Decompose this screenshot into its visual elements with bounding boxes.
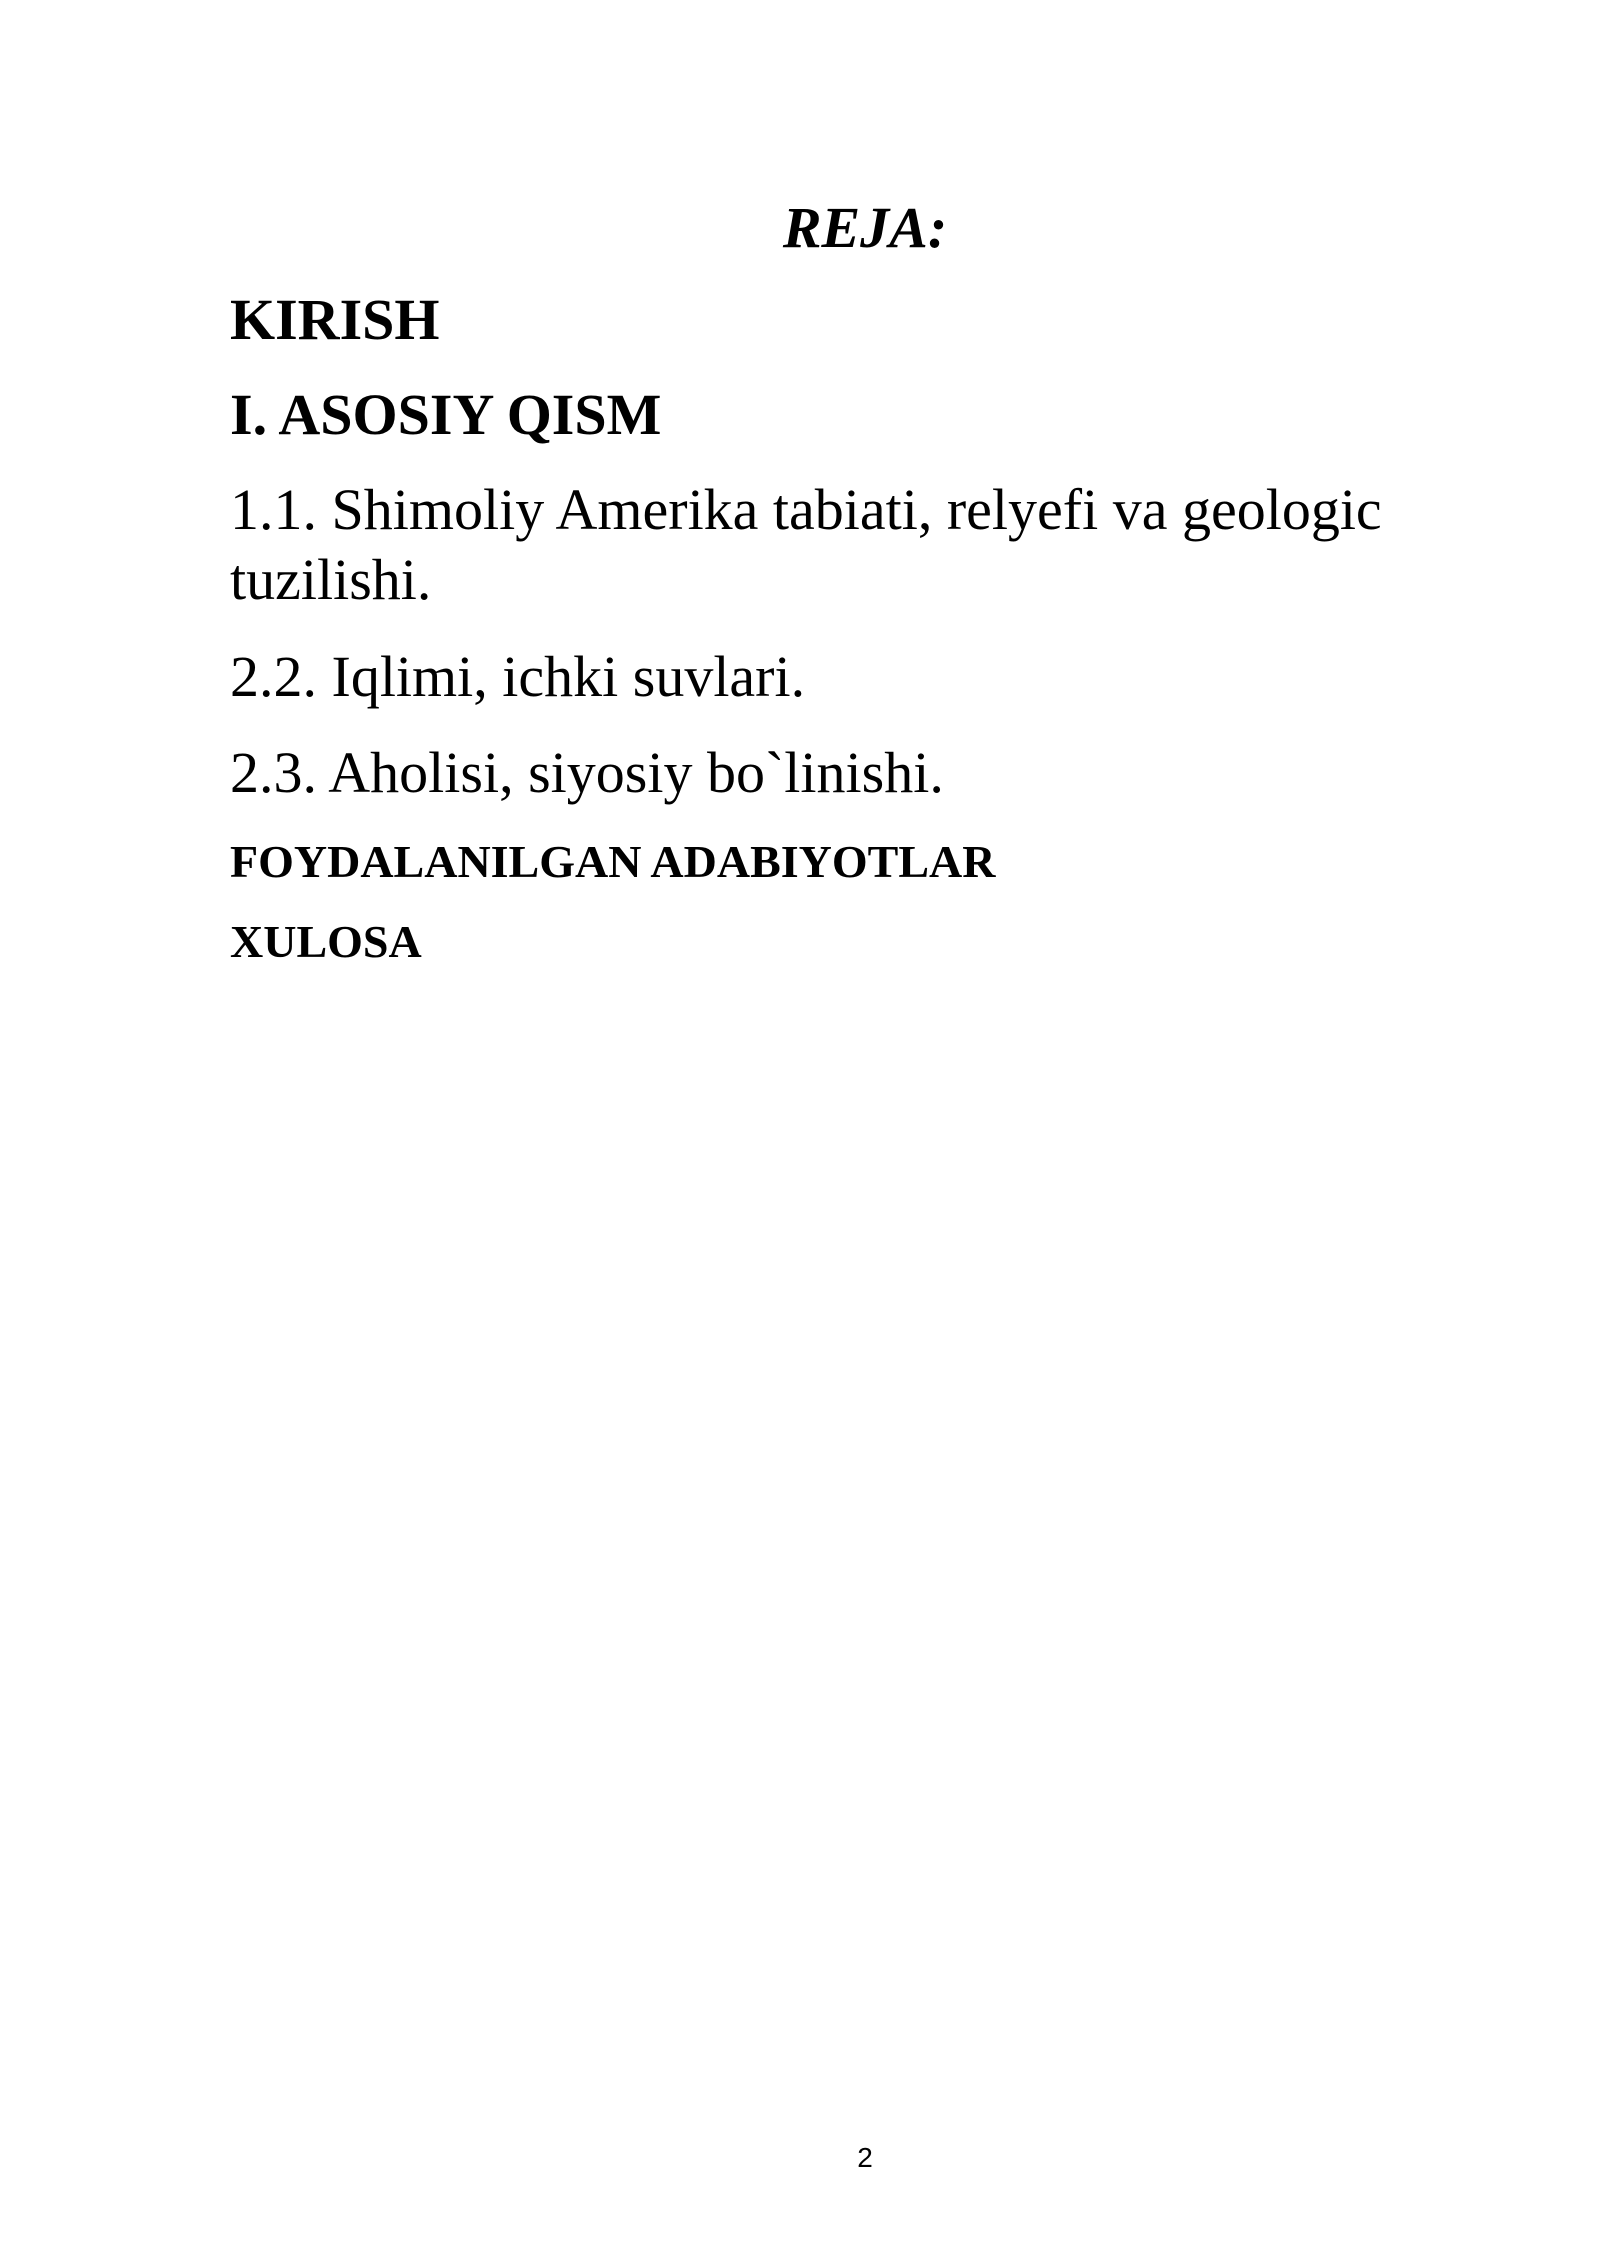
toc-item-2-2: 2.2. Iqlimi, ichki suvlari. xyxy=(230,644,806,709)
toc-item-2-3: 2.3. Aholisi, siyosiy bo`linishi. xyxy=(230,740,944,805)
toc-main-part: I. ASOSIY QISM xyxy=(230,382,662,447)
toc-item-1-1: 1.1. Shimoliy Amerika tabiati, relyefi va geologic tuzilishi. xyxy=(230,477,1382,612)
page-number: 2 xyxy=(857,2142,873,2173)
toc-intro: KIRISH xyxy=(230,287,440,352)
toc-references: FOYDALANILGAN ADABIYOTLAR xyxy=(230,836,996,887)
plan-title: REJA: xyxy=(782,195,948,260)
toc-conclusion: XULOSA xyxy=(230,916,422,967)
